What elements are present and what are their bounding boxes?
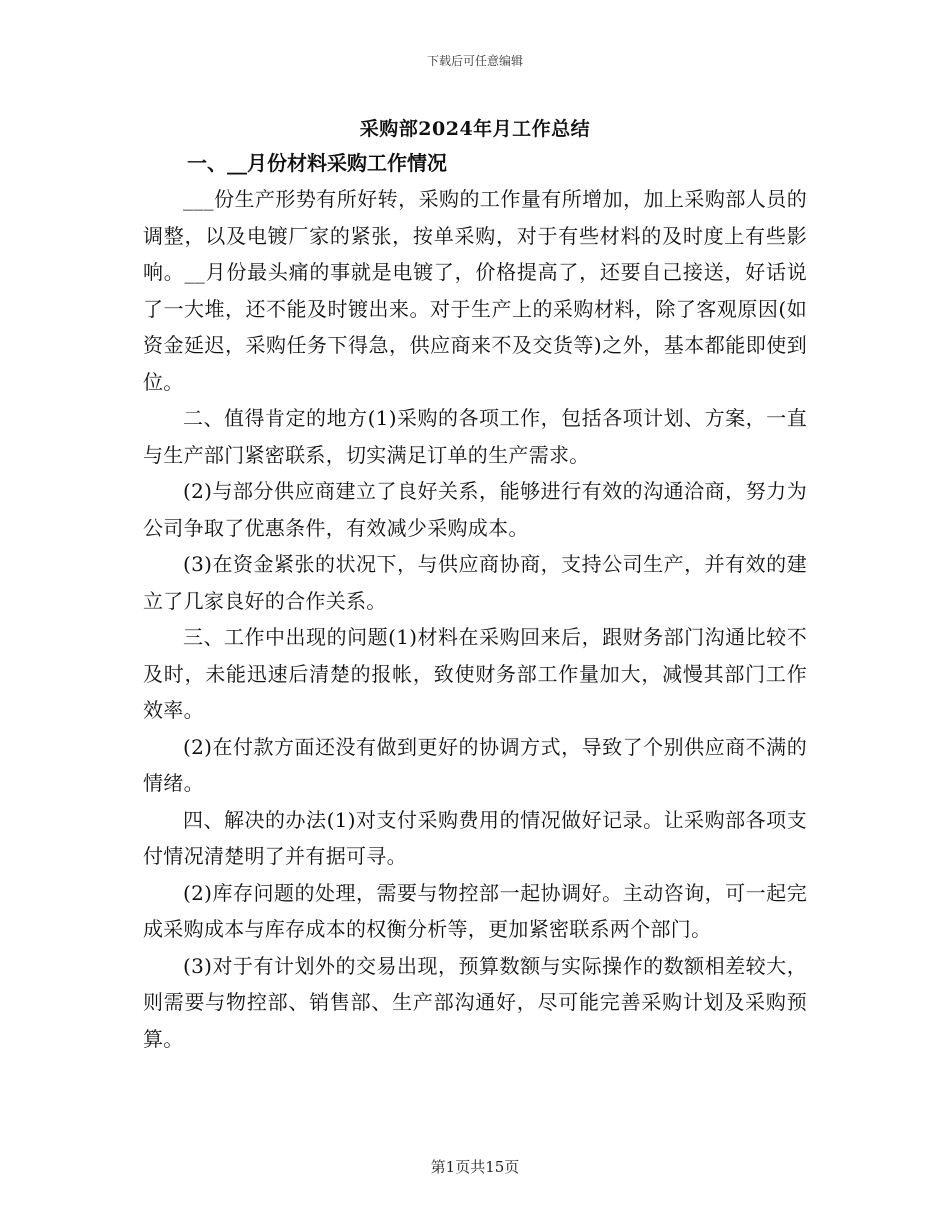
paragraph: 三、工作中出现的问题(1)材料在采购回来后，跟财务部门沟通比较不及时，未能迅速后清楚的报帐，致使财务部工作量加大，减慢其部门工作效率。 bbox=[143, 625, 807, 722]
paragraph: (3)对于有计划外的交易出现，预算数额与实际操作的数额相差较大，则需要与物控部、销售部、生产部沟通好，尽可能完善采购计划及采购预算。 bbox=[143, 953, 807, 1051]
paragraph: (2)在付款方面还没有做到更好的协调方式，导致了个别供应商不满的情绪。 bbox=[143, 734, 807, 795]
paragraph: (3)在资金紧张的状况下，与供应商协商，支持公司生产，并有效的建立了几家良好的合作关系。 bbox=[143, 552, 807, 613]
paragraph: 二、值得肯定的地方(1)采购的各项工作，包括各项计划、方案，一直与生产部门紧密联系，切实满足订单的生产需求。 bbox=[143, 406, 807, 467]
paragraph: (2)与部分供应商建立了良好关系，能够进行有效的沟通洽商，努力为公司争取了优惠条件，有效减少采购成本。 bbox=[143, 479, 807, 540]
paragraph: ___份生产形势有所好转，采购的工作量有所增加，加上采购部人员的调整，以及电镀厂家的紧张，按单采购，对于有些材料的及时度上有些影响。__月份最头痛的事就是电镀了，价格提高了，还要自己接送，好话说了一大堆，还不能及时镀出来。对于生产上的采购材料，除了客观原因(如资金延迟，采购任务下得急，供应商来不及交货等)之外，基本都能即使到位。 bbox=[143, 187, 807, 394]
document-body bbox=[143, 145, 807, 1057]
document-title: 采购部2024年月工作总结 bbox=[359, 118, 591, 140]
section-heading: 一、__月份材料采购工作情况 bbox=[187, 151, 447, 175]
paragraph: (2)库存问题的处理，需要与物控部一起协调好。主动咨询，可一起完成采购成本与库存成本的权衡分析等，更加紧密联系两个部门。 bbox=[143, 880, 807, 941]
page-header: 下载后可任意编辑 bbox=[426, 54, 523, 68]
paragraph: 四、解决的办法(1)对支付采购费用的情况做好记录。让采购部各项支付情况清楚明了并有据可寻。 bbox=[143, 807, 807, 868]
page-number: 第1页共15页 bbox=[430, 1158, 520, 1176]
